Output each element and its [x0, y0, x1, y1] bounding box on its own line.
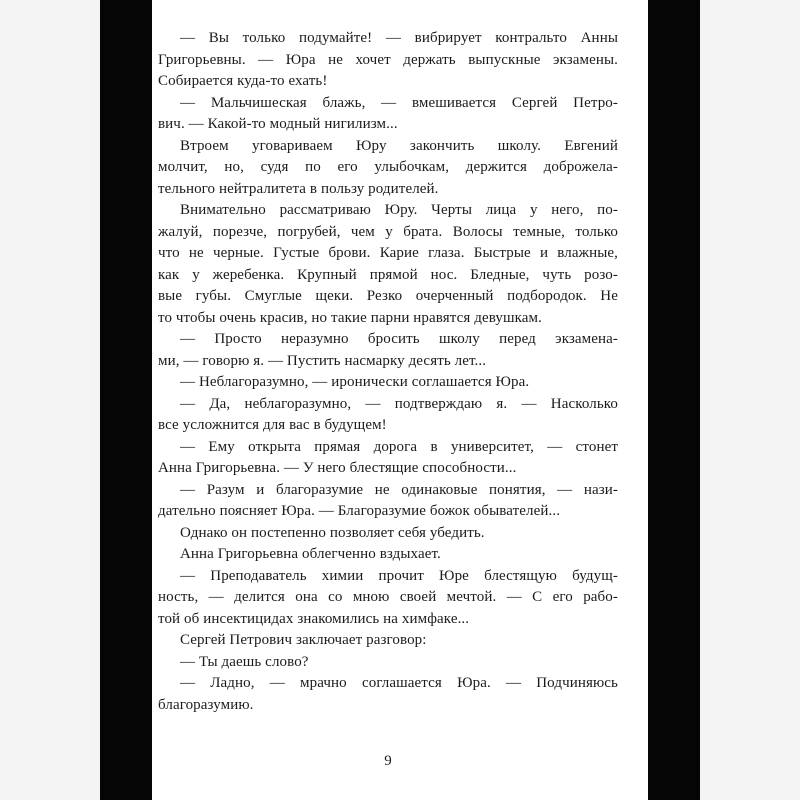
text-line: — Да, неблагоразумно, — подтверждаю я. — Насколько	[180, 395, 618, 412]
page-number: 9	[384, 753, 392, 769]
scan-margin-left	[0, 0, 100, 800]
text-line: Анна Григорьевна. — У него блестящие способности...	[158, 460, 517, 476]
text-line: вич. — Какой-то модный нигилизм...	[158, 116, 398, 132]
text-line: — Ему открыта прямая дорога в университет, — стонет	[180, 438, 618, 455]
text-line: — Просто неразумно бросить школу перед экзамена-	[180, 331, 618, 347]
text-line: — Вы только подумайте! — вибрирует контральто Анны	[180, 30, 618, 46]
text-line: Сергей Петрович заключает разговор:	[180, 632, 427, 648]
text-line: Анна Григорьевна облегченно вздыхает.	[180, 546, 441, 562]
text-line: Втроем уговариваем Юру закончить школу. Евгений	[180, 137, 618, 154]
text-line: — Ты даешь слово?	[180, 653, 309, 670]
text-line: Однако он постепенно позволяет себя убедить.	[180, 524, 485, 541]
text-line: Григорьевны. — Юра не хочет держать выпускные экзамены.	[158, 51, 618, 68]
text-line: благоразумию.	[158, 696, 254, 713]
text-line: — Разум и благоразумие не одинаковые понятия, — нази-	[180, 481, 618, 498]
page-text	[158, 28, 618, 716]
page-edge-bar-right	[648, 0, 700, 800]
text-line: — Неблагоразумно, — иронически соглашается Юра.	[180, 374, 530, 390]
text-line: что не черные. Густые брови. Карие глаза. Быстрые и влажные,	[158, 245, 618, 261]
book-page	[152, 0, 648, 800]
text-line: вые губы. Смуглые щеки. Резко очерченный подбородок. Не	[158, 288, 618, 304]
text-line: Собирается куда-то ехать!	[158, 73, 328, 89]
text-line: то чтобы очень красив, но такие парни нравятся девушкам.	[158, 309, 542, 326]
text-line: — Преподаватель химии прочит Юре блестящую будущ-	[180, 567, 618, 584]
text-line: — Ладно, — мрачно соглашается Юра. — Подчиняюсь	[180, 675, 618, 691]
scan-margin-right	[700, 0, 800, 800]
text-line: как у жеребенка. Крупный прямой нос. Бледные, чуть розо-	[158, 266, 618, 283]
page-edge-bar-left	[100, 0, 152, 800]
text-line: тельного нейтралитета в пользу родителей.	[158, 180, 439, 197]
text-line: жалуй, порезче, погрубей, чем у брата. Волосы темные, только	[158, 223, 618, 240]
text-line: ность, — делится она со мною своей мечтой. — С его рабо-	[158, 589, 618, 605]
text-line: — Мальчишеская блажь, — вмешивается Сергей Петро-	[180, 94, 618, 111]
text-line: все усложнится для вас в будущем!	[158, 417, 387, 433]
text-line: дательно поясняет Юра. — Благоразумие божок обывателей...	[158, 503, 561, 519]
text-line: молчит, но, судя по его улыбочкам, держится доброжела-	[158, 159, 618, 175]
text-line: ми, — говорю я. — Пустить насмарку десять лет...	[158, 352, 487, 369]
text-line: той об инсектицидах знакомились на химфаке...	[158, 610, 470, 627]
text-line: Внимательно рассматриваю Юру. Черты лица у него, по-	[180, 202, 618, 218]
